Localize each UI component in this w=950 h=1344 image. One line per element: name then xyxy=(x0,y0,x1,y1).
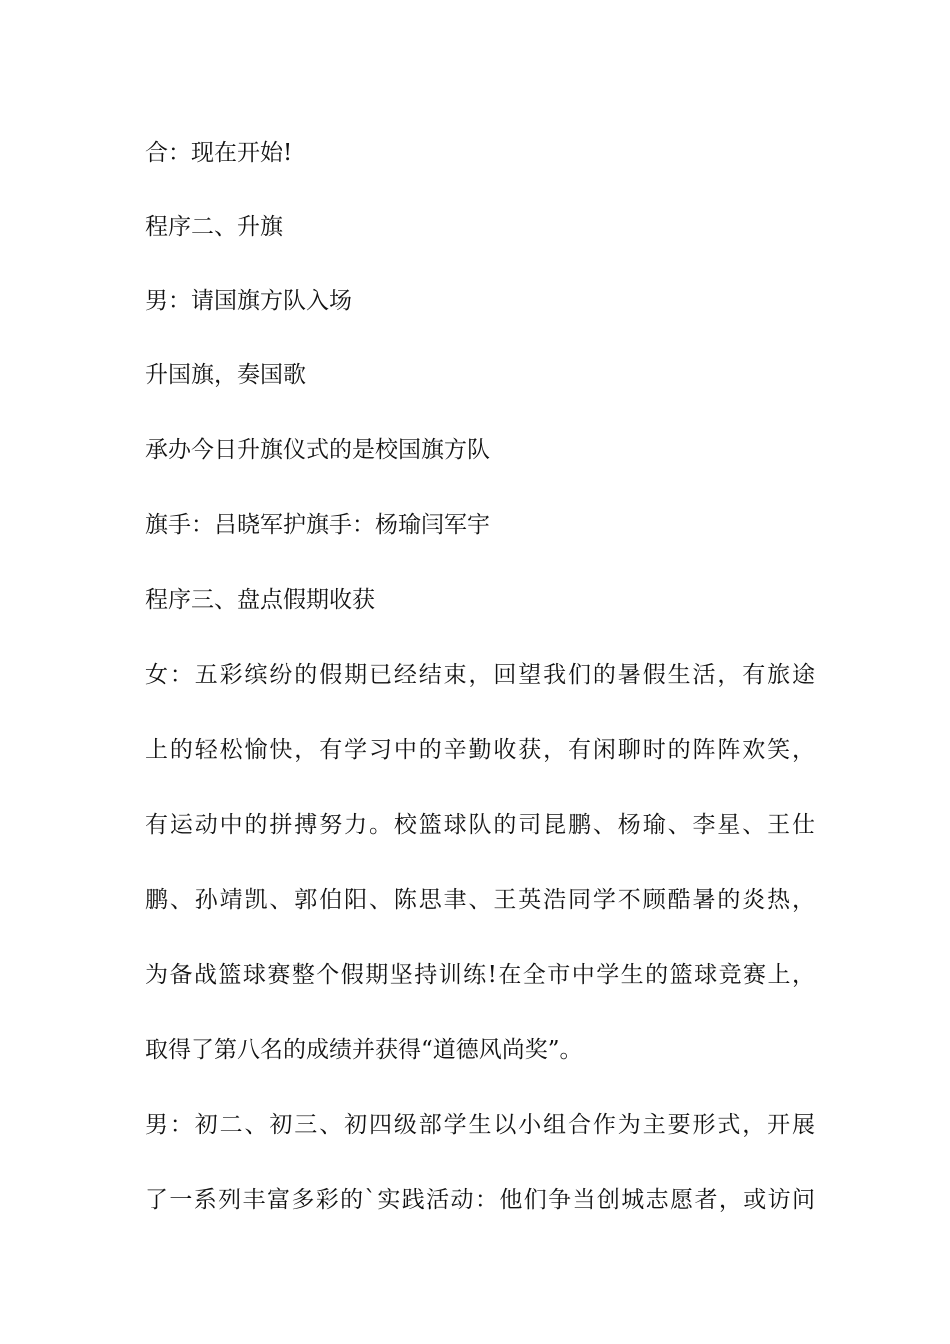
text-line-flag-bearers: 旗手：吕晓军护旗手：杨瑜闫军宇 xyxy=(145,512,490,538)
text-line-program-two: 程序二、升旗 xyxy=(145,214,283,240)
text-line-paragraph-4: 鹏、孙靖凯、郭伯阳、陈思聿、王英浩同学不顾酷暑的炎热， xyxy=(145,887,815,913)
text-line-flag-team-entry: 男：请国旗方队入场 xyxy=(145,288,352,314)
text-line-paragraph-8: 了一系列丰富多彩的`实践活动：他们争当创城志愿者，或访问 xyxy=(145,1187,815,1213)
text-line-program-three: 程序三、盘点假期收获 xyxy=(145,587,375,613)
text-line-paragraph-6: 取得了第八名的成绩并获得“道德风尚奖”。 xyxy=(145,1037,583,1063)
text-line-host-team: 承办今日升旗仪式的是校国旗方队 xyxy=(145,437,490,463)
text-line-ceremony-start: 合：现在开始! xyxy=(145,140,293,166)
text-line-paragraph-5: 为备战篮球赛整个假期坚持训练!在全市中学生的篮球竞赛上， xyxy=(145,962,815,988)
text-line-paragraph-1: 女：五彩缤纷的假期已经结束，回望我们的暑假生活，有旅途 xyxy=(145,662,815,688)
text-line-paragraph-3: 有运动中的拼搏努力。校篮球队的司昆鹏、杨瑜、李星、王仕 xyxy=(145,812,815,838)
text-line-anthem: 升国旗，奏国歌 xyxy=(145,362,306,388)
text-line-paragraph-2: 上的轻松愉快，有学习中的辛勤收获，有闲聊时的阵阵欢笑， xyxy=(145,737,815,763)
text-line-paragraph-7: 男：初二、初三、初四级部学生以小组合作为主要形式，开展 xyxy=(145,1112,815,1138)
